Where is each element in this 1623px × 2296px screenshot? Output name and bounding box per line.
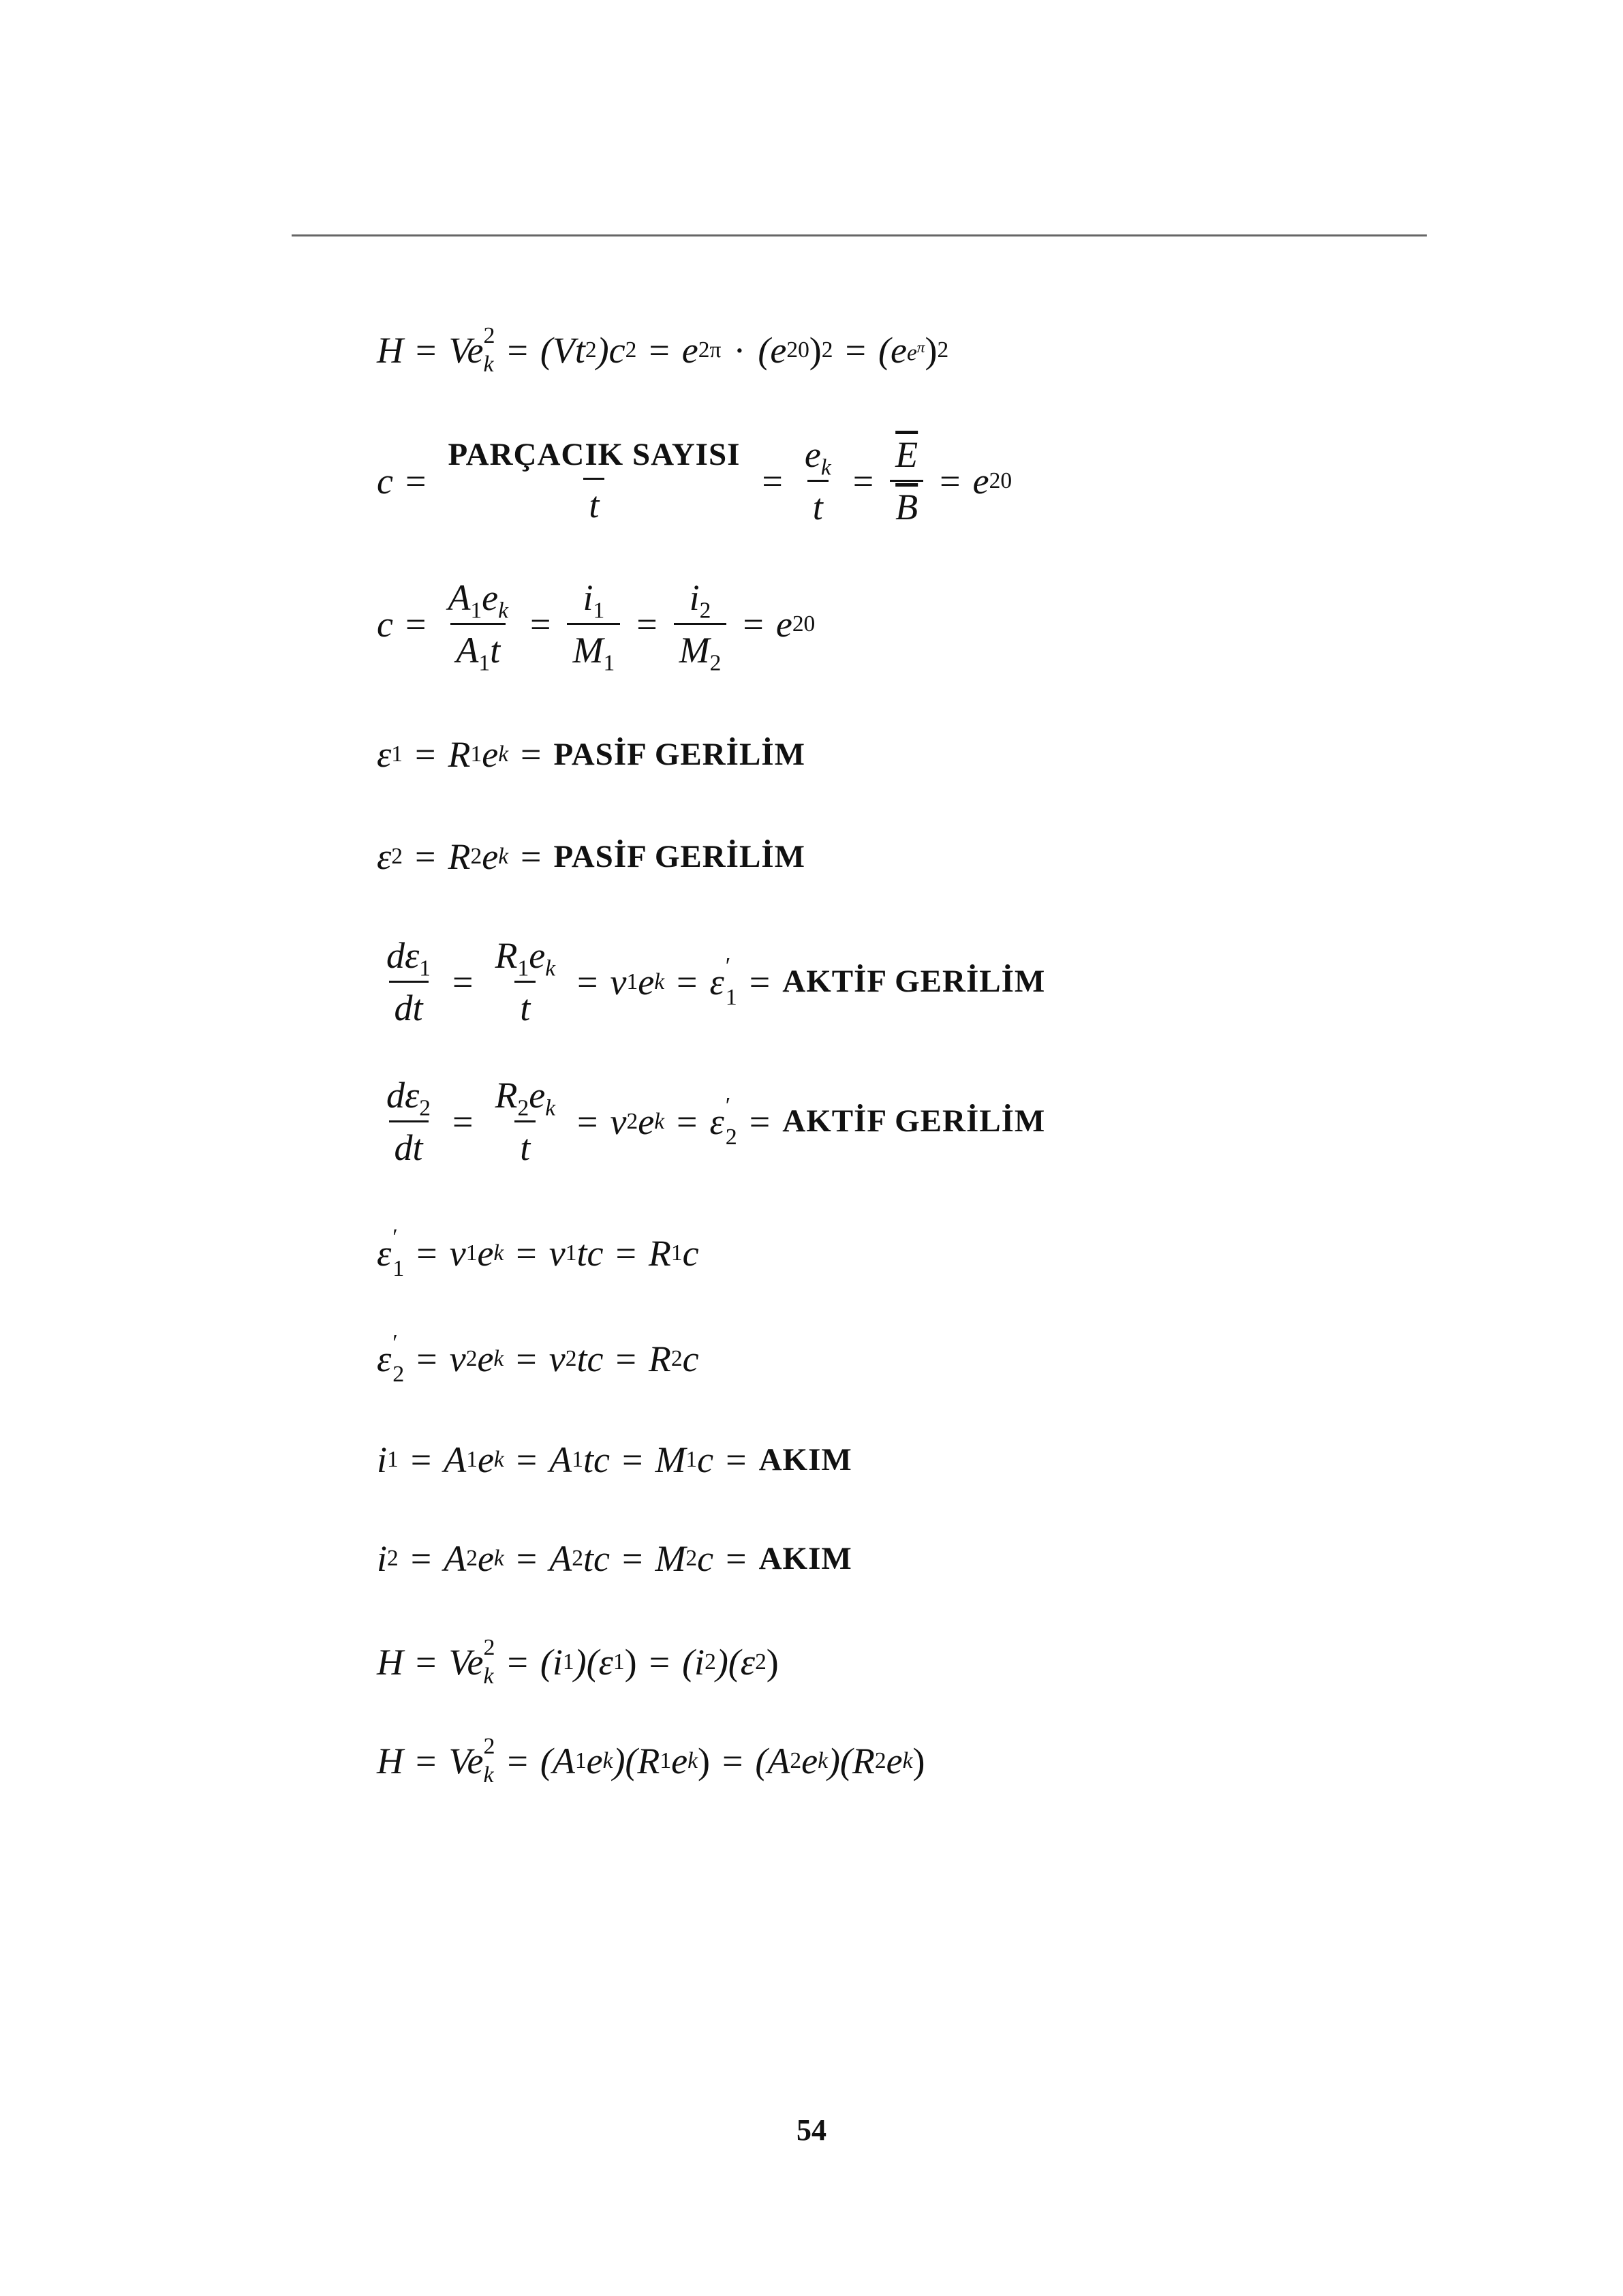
sym: R xyxy=(448,734,471,775)
equation-9: ε ′ 2 = v 2 e k = v 2 tc = R 2 c xyxy=(377,1330,699,1387)
sub: 2 xyxy=(709,650,722,676)
op: = xyxy=(615,1233,636,1274)
sym: e xyxy=(886,1741,903,1781)
sym: ε xyxy=(709,1101,724,1142)
sym: i xyxy=(689,577,700,618)
supsub xyxy=(483,323,495,377)
sym: e xyxy=(681,330,698,371)
sym: e xyxy=(482,577,499,618)
sym: )(R xyxy=(827,1741,875,1781)
op: = xyxy=(410,1538,432,1579)
op: = xyxy=(621,1439,643,1480)
sym: tc xyxy=(576,1338,604,1379)
sup: 2 xyxy=(483,323,495,348)
fraction xyxy=(381,1077,436,1166)
op: = xyxy=(621,1538,643,1579)
sym: dε xyxy=(386,1075,420,1116)
numerator xyxy=(381,1077,436,1120)
op: = xyxy=(516,1338,537,1379)
sym: e xyxy=(638,1101,655,1142)
op: = xyxy=(452,961,474,1002)
fraction xyxy=(442,577,514,676)
sym: e xyxy=(804,434,821,475)
sym: ε xyxy=(377,734,392,775)
label-aktif-gerilim: AKTİF GERİLİM xyxy=(782,1103,1046,1139)
op: = xyxy=(521,836,542,877)
denominator: t xyxy=(807,480,829,525)
fraction xyxy=(674,577,727,676)
sub: 2 xyxy=(725,1124,737,1150)
sym: c xyxy=(682,1338,699,1379)
sym: ε xyxy=(377,1338,392,1379)
sym: v xyxy=(610,961,627,1002)
op: = xyxy=(845,330,866,371)
prime: ′ xyxy=(392,1225,398,1250)
op: = xyxy=(507,1642,528,1683)
prime-sub xyxy=(392,1225,405,1281)
sym: ) xyxy=(697,1741,710,1781)
op: = xyxy=(530,603,551,645)
sym: (i xyxy=(540,1642,563,1683)
sym: R xyxy=(495,1075,518,1116)
sym: ) xyxy=(925,330,938,371)
op: · xyxy=(733,330,746,371)
op: = xyxy=(415,836,436,877)
sym: tc xyxy=(583,1439,610,1480)
label-akim: AKIM xyxy=(758,1540,852,1576)
sym: H xyxy=(377,1642,403,1683)
op: = xyxy=(516,1233,537,1274)
sub: k xyxy=(483,1762,494,1788)
denominator xyxy=(567,623,620,676)
sub: 1 xyxy=(517,955,529,981)
prime: ′ xyxy=(392,1330,398,1356)
sym: v xyxy=(610,1101,627,1142)
sym: )c xyxy=(596,330,625,371)
sym: A xyxy=(549,1538,572,1579)
prime: ′ xyxy=(725,953,731,979)
sym: Ve xyxy=(448,1741,484,1781)
sup-base: e xyxy=(906,340,917,366)
op: = xyxy=(749,961,771,1002)
sym: ) xyxy=(624,1642,637,1683)
sym: t xyxy=(490,630,501,671)
sym: )(ε xyxy=(715,1642,756,1683)
denominator: dt xyxy=(389,1120,429,1166)
sym: A xyxy=(549,1439,572,1480)
op: = xyxy=(410,1439,432,1480)
label-pasif-gerilim: PASİF GERİLİM xyxy=(553,736,805,772)
label-akim: AKIM xyxy=(758,1441,852,1478)
sym: v xyxy=(449,1233,466,1274)
equation-1: H = Ve 2 k = (Vt 2 )c 2 = e 2π · (e 20 ) 2 = (e $e^\pi$ ) 2 xyxy=(377,323,949,377)
sym: e xyxy=(775,603,792,645)
sym: )(R xyxy=(613,1741,660,1781)
op: = xyxy=(577,961,598,1002)
sym: A xyxy=(448,577,471,618)
sub: 1 xyxy=(478,650,491,676)
sub: 1 xyxy=(725,984,737,1010)
sym: (A xyxy=(755,1741,790,1781)
op: = xyxy=(762,460,783,502)
op: = xyxy=(636,603,658,645)
sym: i xyxy=(583,577,593,618)
sym: R xyxy=(648,1338,671,1379)
sym: i xyxy=(377,1439,388,1480)
sym: (Vt xyxy=(540,330,585,371)
sym: (i xyxy=(682,1642,705,1683)
op: = xyxy=(516,1439,538,1480)
sym: ) xyxy=(766,1642,779,1683)
numerator xyxy=(489,937,561,981)
equation-12: H = Ve 2 k = (i 1 )(ε 1 ) = (i 2 )(ε 2 ) xyxy=(377,1635,779,1689)
sym: (e xyxy=(758,330,787,371)
sym: ) xyxy=(809,330,822,371)
sym: ε xyxy=(709,961,724,1002)
sym: c xyxy=(377,460,393,502)
sup: 2 xyxy=(483,1635,495,1660)
sym: v xyxy=(449,1338,466,1379)
sub: 2 xyxy=(517,1095,529,1121)
sym: tc xyxy=(583,1538,610,1579)
sym: R xyxy=(648,1233,671,1274)
equation-3: c = $\frac{A_1e_k}{A_1t}$ = $\frac{i_1}{M_1}$ = $\frac{i_2}{M_2}$ = e 20 xyxy=(377,577,816,676)
op: = xyxy=(852,460,874,502)
sub: k xyxy=(820,455,831,480)
sym: )(ε xyxy=(574,1642,613,1683)
sym: H xyxy=(377,1741,403,1781)
page-number: 54 xyxy=(797,2113,826,2147)
denominator xyxy=(450,623,506,676)
sym: v xyxy=(548,1338,566,1379)
sym: R xyxy=(448,836,471,877)
sym: e xyxy=(477,1538,494,1579)
sym: i xyxy=(377,1538,388,1579)
sup: 2 xyxy=(483,1734,495,1759)
sym: dε xyxy=(386,935,420,976)
sym: e xyxy=(477,1439,494,1480)
sym: M xyxy=(655,1538,686,1579)
sub: k xyxy=(545,1095,556,1121)
op: = xyxy=(649,330,670,371)
sym: H xyxy=(377,330,403,371)
sym: (e xyxy=(878,330,907,371)
sub: k xyxy=(498,598,508,624)
fraction xyxy=(381,937,436,1026)
sym: Ve xyxy=(448,1642,484,1683)
prime-sub xyxy=(392,1330,405,1387)
op: = xyxy=(577,1101,598,1142)
sym: A xyxy=(444,1538,467,1579)
numerator: PARÇACIK SAYISI xyxy=(448,436,741,472)
equation-5: ε 2 = R 2 e k = PASİF GERİLİM xyxy=(377,836,805,877)
sub: 1 xyxy=(419,955,431,981)
equation-10: i 1 = A 1 e k = A 1 tc = M 1 c = AKIM xyxy=(377,1439,852,1480)
sym: A xyxy=(456,630,479,671)
sym: e xyxy=(482,734,499,775)
sym: M xyxy=(679,630,710,671)
denominator: t xyxy=(583,478,604,523)
sym: e xyxy=(586,1741,603,1781)
op: = xyxy=(452,1101,474,1142)
sub: 2 xyxy=(699,598,711,624)
op: = xyxy=(677,1101,698,1142)
op: = xyxy=(521,734,542,775)
sym: v xyxy=(548,1233,566,1274)
numerator xyxy=(489,1077,561,1120)
op: = xyxy=(507,1741,528,1781)
sym: ε xyxy=(377,836,392,877)
op: = xyxy=(416,1338,437,1379)
sym: e xyxy=(638,961,655,1002)
fraction xyxy=(799,436,837,525)
sym: M xyxy=(655,1439,686,1480)
sym: e xyxy=(529,1075,546,1116)
op: = xyxy=(749,1101,771,1142)
equation-4: ε 1 = R 1 e k = PASİF GERİLİM xyxy=(377,734,805,775)
equation-8: ε ′ 1 = v 1 e k = v 1 tc = R 1 c xyxy=(377,1225,699,1281)
sym: (A xyxy=(540,1741,575,1781)
numerator xyxy=(799,436,837,480)
denominator: B xyxy=(890,480,923,525)
sym: e xyxy=(482,836,499,877)
supsub xyxy=(483,1734,495,1788)
sym: c xyxy=(697,1439,714,1480)
supsub xyxy=(483,1635,495,1689)
sym: ε xyxy=(377,1233,392,1274)
op: = xyxy=(416,1642,437,1683)
sub: k xyxy=(483,1664,494,1689)
numerator: $\overline{E}$ xyxy=(895,434,918,475)
fraction xyxy=(567,577,620,676)
sub: 1 xyxy=(470,598,482,624)
numerator xyxy=(381,937,436,981)
sym: Ve xyxy=(448,330,484,371)
op: = xyxy=(649,1642,670,1683)
sym: e xyxy=(671,1741,688,1781)
sym: M xyxy=(572,630,604,671)
sym: c xyxy=(697,1538,714,1579)
sub: 1 xyxy=(593,598,605,624)
op: = xyxy=(516,1538,538,1579)
sym: A xyxy=(444,1439,467,1480)
sub: k xyxy=(483,352,494,377)
op: = xyxy=(722,1741,743,1781)
fraction xyxy=(890,436,923,525)
sym: tc xyxy=(576,1233,604,1274)
sym: R xyxy=(495,935,518,976)
sym: e xyxy=(477,1338,494,1379)
denominator xyxy=(674,623,727,676)
sym: e xyxy=(529,935,546,976)
sup-exp: π xyxy=(916,338,925,356)
numerator xyxy=(684,579,717,623)
sym: e xyxy=(477,1233,494,1274)
op: = xyxy=(405,603,427,645)
fraction xyxy=(489,1077,561,1166)
sym: ) xyxy=(912,1741,925,1781)
equation-13: H = Ve 2 k = (A 1 e k )(R 1 e k ) = (A 2 e k )(R 2 e k ) xyxy=(377,1734,925,1788)
op: = xyxy=(416,330,437,371)
sub: 2 xyxy=(419,1095,431,1121)
op: = xyxy=(416,1233,437,1274)
sym: c xyxy=(377,603,393,645)
op: = xyxy=(743,603,764,645)
op: = xyxy=(940,460,961,502)
sym: e xyxy=(972,460,989,502)
denominator: dt xyxy=(389,981,429,1026)
numerator xyxy=(577,579,610,623)
op: = xyxy=(726,1439,747,1480)
sup xyxy=(906,338,925,366)
op: = xyxy=(507,330,528,371)
header-rule xyxy=(292,234,1427,236)
op: = xyxy=(677,961,698,1002)
fraction xyxy=(442,436,745,525)
sub: 1 xyxy=(603,650,615,676)
sym: c xyxy=(682,1233,699,1274)
denominator: t xyxy=(514,981,536,1026)
sym: e xyxy=(801,1741,818,1781)
sub: k xyxy=(545,955,556,981)
prime-sub xyxy=(725,1092,737,1150)
numerator xyxy=(442,579,514,623)
equation-2: c = PARÇACIK SAYISI t = $\frac{e_k}{t}$ = $\frac{\overline{E}}{B}$ = e 20 xyxy=(377,434,1013,527)
op: = xyxy=(415,734,436,775)
equation-6: $\frac{d\varepsilon_1}{dt}$ = $\frac{R_1e_k}{t}$ = v 1 e k = ε ′ 1 = AKTİF GERİLİM xyxy=(377,937,1045,1026)
equation-11: i 2 = A 2 e k = A 2 tc = M 2 c = AKIM xyxy=(377,1538,852,1579)
op: = xyxy=(416,1741,437,1781)
op: = xyxy=(726,1538,747,1579)
equation-7: $\frac{d\varepsilon_2}{dt}$ = $\frac{R_2e_k}{t}$ = v 2 e k = ε ′ 2 = AKTİF GERİLİM xyxy=(377,1077,1045,1166)
prime: ′ xyxy=(725,1092,731,1118)
op: = xyxy=(405,460,427,502)
fraction xyxy=(489,937,561,1026)
prime-sub xyxy=(725,953,737,1010)
denominator: t xyxy=(514,1120,536,1166)
label-pasif-gerilim: PASİF GERİLİM xyxy=(553,838,805,874)
sub: 1 xyxy=(392,1256,405,1281)
op: = xyxy=(615,1338,636,1379)
sub: 2 xyxy=(392,1362,405,1387)
label-aktif-gerilim: AKTİF GERİLİM xyxy=(782,964,1046,999)
